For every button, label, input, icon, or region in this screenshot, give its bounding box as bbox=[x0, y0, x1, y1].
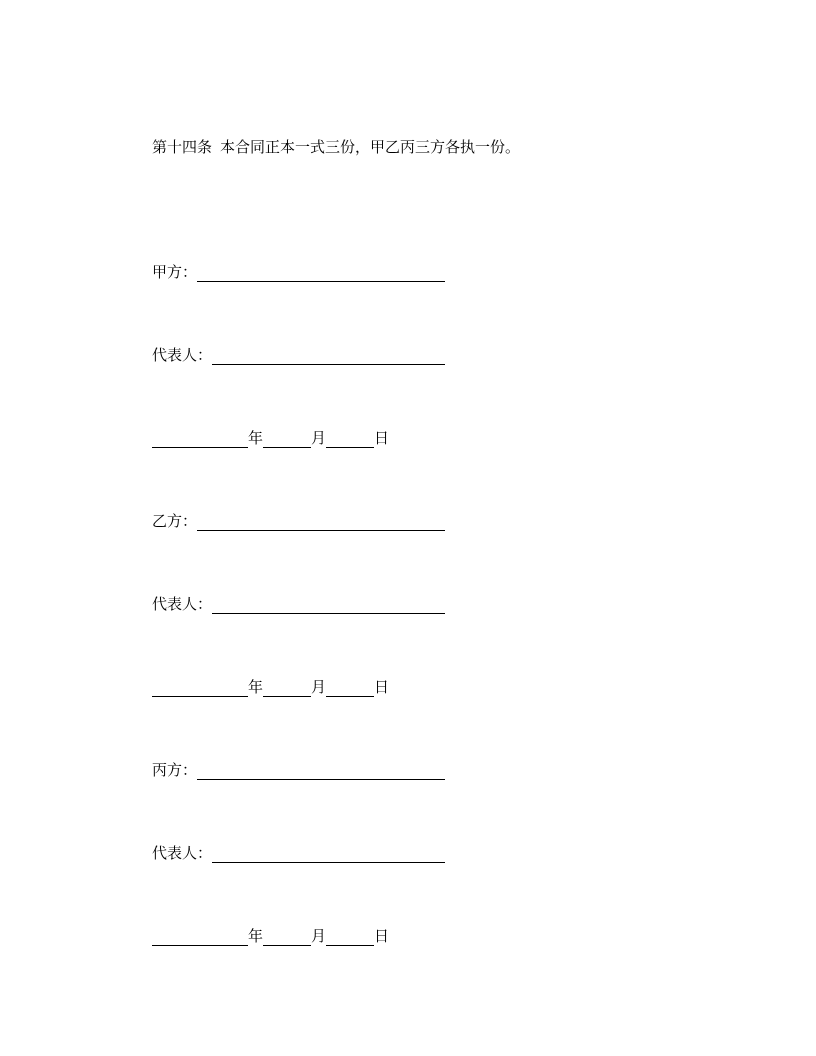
party-a-day-blank[interactable] bbox=[326, 429, 374, 448]
party-a-rep-row bbox=[152, 345, 445, 365]
party-b-row bbox=[152, 511, 445, 531]
party-c-rep-label: 代表人： bbox=[152, 844, 213, 862]
party-a-month-label: 月 bbox=[311, 429, 327, 447]
clause-text: 本合同正本一式三份，甲乙丙三方各执一份。 bbox=[220, 138, 521, 156]
party-a-row bbox=[152, 262, 445, 282]
party-b-rep-label: 代表人： bbox=[152, 595, 213, 613]
party-a-label: 甲方： bbox=[152, 263, 198, 281]
party-c-label: 丙方： bbox=[152, 761, 198, 779]
party-a-signature-blank[interactable] bbox=[197, 263, 445, 282]
party-b-label: 乙方： bbox=[152, 512, 198, 530]
clause-14 bbox=[152, 137, 520, 157]
party-b-rep-blank[interactable] bbox=[212, 595, 445, 614]
party-c-month-label: 月 bbox=[311, 927, 327, 945]
party-a-rep-label: 代表人： bbox=[152, 346, 213, 364]
party-b-month-label: 月 bbox=[311, 678, 327, 696]
party-c-rep-blank[interactable] bbox=[212, 844, 445, 863]
party-a-year-label: 年 bbox=[248, 429, 264, 447]
party-b-year-blank[interactable] bbox=[152, 678, 248, 697]
party-c-month-blank[interactable] bbox=[263, 927, 311, 946]
party-c-day-blank[interactable] bbox=[326, 927, 374, 946]
party-c-year-blank[interactable] bbox=[152, 927, 248, 946]
party-c-rep-row bbox=[152, 843, 445, 863]
party-a-day-label: 日 bbox=[374, 429, 390, 447]
party-a-year-blank[interactable] bbox=[152, 429, 248, 448]
party-b-year-label: 年 bbox=[248, 678, 264, 696]
party-a-month-blank[interactable] bbox=[263, 429, 311, 448]
party-c-date-row bbox=[152, 926, 389, 946]
party-b-day-blank[interactable] bbox=[326, 678, 374, 697]
clause-number: 第十四条 bbox=[152, 138, 213, 156]
party-b-day-label: 日 bbox=[374, 678, 390, 696]
party-c-row bbox=[152, 760, 445, 780]
party-c-year-label: 年 bbox=[248, 927, 264, 945]
party-c-signature-blank[interactable] bbox=[197, 761, 445, 780]
party-b-signature-blank[interactable] bbox=[197, 512, 445, 531]
party-a-rep-blank[interactable] bbox=[212, 346, 445, 365]
party-c-day-label: 日 bbox=[374, 927, 390, 945]
party-b-month-blank[interactable] bbox=[263, 678, 311, 697]
party-b-rep-row bbox=[152, 594, 445, 614]
party-b-date-row bbox=[152, 677, 389, 697]
party-a-date-row bbox=[152, 428, 389, 448]
